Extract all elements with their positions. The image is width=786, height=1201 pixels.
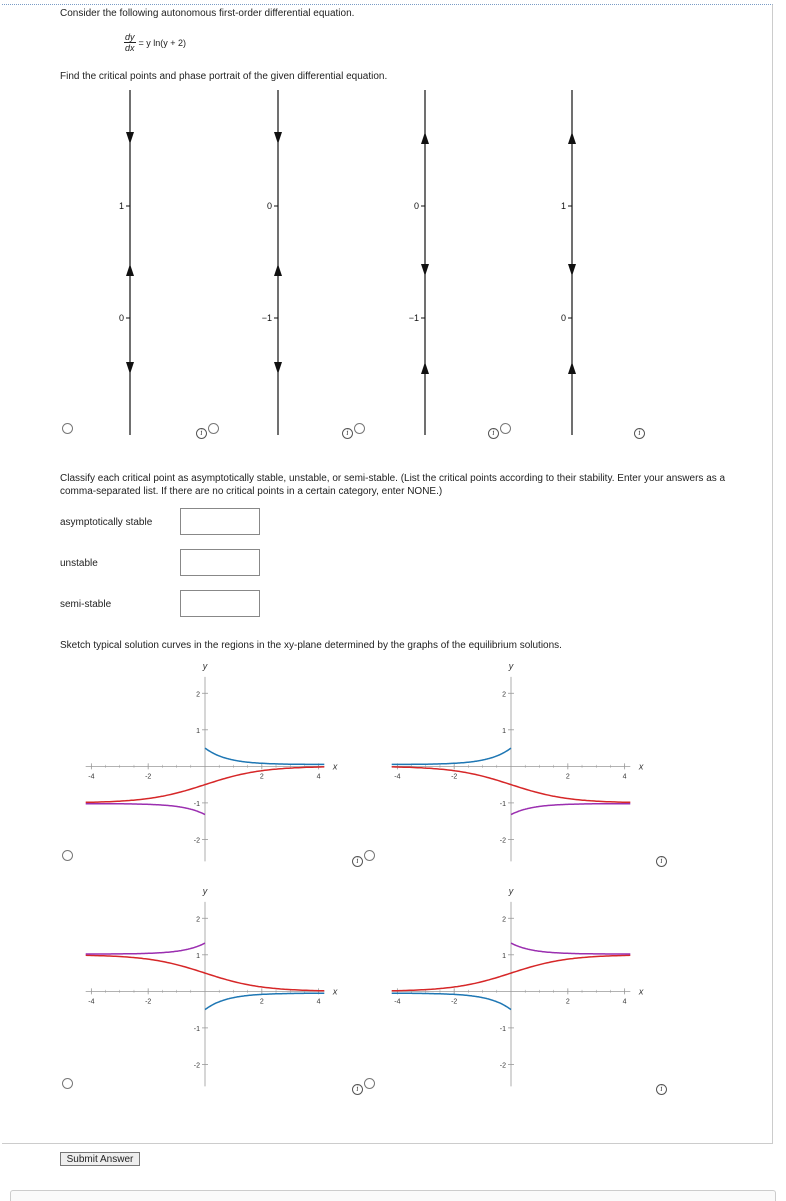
asymptotically-stable-answer-box — [180, 508, 260, 535]
graph-option-1-radio[interactable] — [62, 850, 73, 861]
up-arrow-icon — [421, 362, 429, 374]
x-axis-label: x — [332, 761, 338, 772]
purple-solution-curve — [86, 943, 205, 954]
purple-solution-curve — [511, 804, 630, 815]
y-tick-label: 1 — [502, 727, 506, 735]
submit-answer-button[interactable]: Submit Answer — [60, 1152, 140, 1166]
info-icon[interactable]: i — [656, 856, 667, 867]
y-tick-label: -1 — [499, 800, 506, 808]
semi-stable-answer-box — [180, 590, 260, 617]
critical-point-label: 0 — [560, 313, 566, 323]
y-tick-label: 2 — [502, 691, 506, 699]
x-tick-label: 2 — [565, 998, 570, 1006]
x-axis-label: x — [638, 986, 644, 997]
up-arrow-icon — [568, 362, 576, 374]
find-instructions: Find the critical points and phase portrait of the given differential equation. — [60, 71, 388, 82]
solution-graph-option-4 — [366, 880, 666, 1100]
critical-point-label: 0 — [118, 313, 124, 323]
info-icon[interactable]: i — [634, 428, 645, 439]
y-tick-label: 1 — [196, 727, 200, 735]
down-arrow-icon — [274, 132, 282, 144]
derivative-fraction — [124, 32, 136, 53]
up-arrow-icon — [421, 132, 429, 144]
info-icon[interactable]: i — [342, 428, 353, 439]
x-tick-label: 4 — [316, 773, 321, 781]
critical-point-label: 0 — [413, 201, 419, 211]
y-tick-label: -1 — [499, 1025, 506, 1033]
solution-graph-option-2 — [366, 655, 666, 875]
question-intro: Consider the following autonomous first-order differential equation. — [60, 8, 355, 19]
y-tick-label: 1 — [196, 952, 200, 960]
phase-option-4-radio[interactable] — [500, 423, 511, 434]
graph-option-2-radio[interactable] — [364, 850, 375, 861]
down-arrow-icon — [568, 264, 576, 276]
up-arrow-icon — [568, 132, 576, 144]
x-tick-label: -2 — [145, 773, 152, 781]
info-icon[interactable]: i — [352, 1084, 363, 1095]
unstable-answer-box — [180, 549, 260, 576]
x-tick-label: 2 — [259, 998, 264, 1006]
blue-solution-curve — [205, 748, 324, 764]
y-axis-label: y — [508, 886, 514, 896]
phase-option-2-radio[interactable] — [208, 423, 219, 434]
sketch-instructions: Sketch typical solution curves in the regions in the xy-plane determined by the graphs of the equilibrium solutions. — [60, 640, 562, 651]
y-tick-label: 2 — [502, 916, 506, 924]
blue-solution-curve — [205, 993, 324, 1009]
purple-solution-curve — [511, 943, 630, 954]
y-tick-label: -2 — [193, 1062, 200, 1070]
down-arrow-icon — [126, 132, 134, 144]
info-icon[interactable]: i — [488, 428, 499, 439]
unstable-input[interactable] — [181, 550, 259, 575]
x-tick-label: 4 — [622, 773, 627, 781]
y-axis-label: y — [202, 886, 208, 896]
x-tick-label: 2 — [259, 773, 264, 781]
critical-point-label: 0 — [266, 201, 272, 211]
solution-graph-option-3 — [60, 880, 360, 1100]
y-tick-label: -1 — [193, 1025, 200, 1033]
semi-stable-input[interactable] — [181, 591, 259, 616]
y-tick-label: -2 — [193, 837, 200, 845]
semi-stable-label: semi-stable — [60, 599, 112, 610]
x-tick-label: 4 — [316, 998, 321, 1006]
down-arrow-icon — [421, 264, 429, 276]
x-tick-label: -4 — [394, 998, 401, 1006]
up-arrow-icon — [126, 264, 134, 276]
purple-solution-curve — [86, 804, 205, 815]
down-arrow-icon — [274, 362, 282, 374]
up-arrow-icon — [274, 264, 282, 276]
x-tick-label: 2 — [565, 773, 570, 781]
asymptotically-stable-input[interactable] — [181, 509, 259, 534]
phase-portraits — [0, 80, 786, 440]
y-tick-label: 2 — [196, 691, 200, 699]
x-tick-label: -2 — [451, 998, 458, 1006]
graph-option-4-radio[interactable] — [364, 1078, 375, 1089]
info-icon[interactable]: i — [656, 1084, 667, 1095]
x-tick-label: -4 — [394, 773, 401, 781]
y-axis-label: y — [508, 661, 514, 671]
critical-point-label: 1 — [560, 201, 566, 211]
critical-point-label: −1 — [261, 313, 272, 323]
x-tick-label: -4 — [88, 773, 95, 781]
y-tick-label: -1 — [193, 800, 200, 808]
y-tick-label: 1 — [502, 952, 506, 960]
x-tick-label: 4 — [622, 998, 627, 1006]
critical-point-label: 1 — [118, 201, 124, 211]
solution-graph-option-1 — [60, 655, 360, 875]
x-axis-label: x — [332, 986, 338, 997]
equation-rhs: = y ln(y + 2) — [138, 37, 187, 48]
numerator: dy — [125, 32, 135, 42]
y-tick-label: 2 — [196, 916, 200, 924]
blue-solution-curve — [392, 748, 511, 764]
differential-equation — [124, 32, 186, 53]
classify-instructions: Classify each critical point as asymptotically stable, unstable, or semi-stable. (List the critical points according to their stability. Enter your answers as a comma-separated list. If there are no critical points in a certain category, enter NONE.) — [60, 473, 726, 497]
x-tick-label: -2 — [451, 773, 458, 781]
x-tick-label: -4 — [88, 998, 95, 1006]
phase-option-1-radio[interactable] — [62, 423, 73, 434]
critical-point-label: −1 — [408, 313, 419, 323]
unstable-label: unstable — [60, 558, 98, 569]
y-tick-label: -2 — [499, 1062, 506, 1070]
y-axis-label: y — [202, 661, 208, 671]
next-question-frame — [10, 1190, 776, 1201]
x-tick-label: -2 — [145, 998, 152, 1006]
down-arrow-icon — [126, 362, 134, 374]
x-axis-label: x — [638, 761, 644, 772]
info-icon[interactable]: i — [196, 428, 207, 439]
phase-option-3-radio[interactable] — [354, 423, 365, 434]
info-icon[interactable]: i — [352, 856, 363, 867]
graph-option-3-radio[interactable] — [62, 1078, 73, 1089]
asymptotically-stable-label: asymptotically stable — [60, 517, 153, 528]
denominator: dx — [125, 43, 135, 53]
y-tick-label: -2 — [499, 837, 506, 845]
